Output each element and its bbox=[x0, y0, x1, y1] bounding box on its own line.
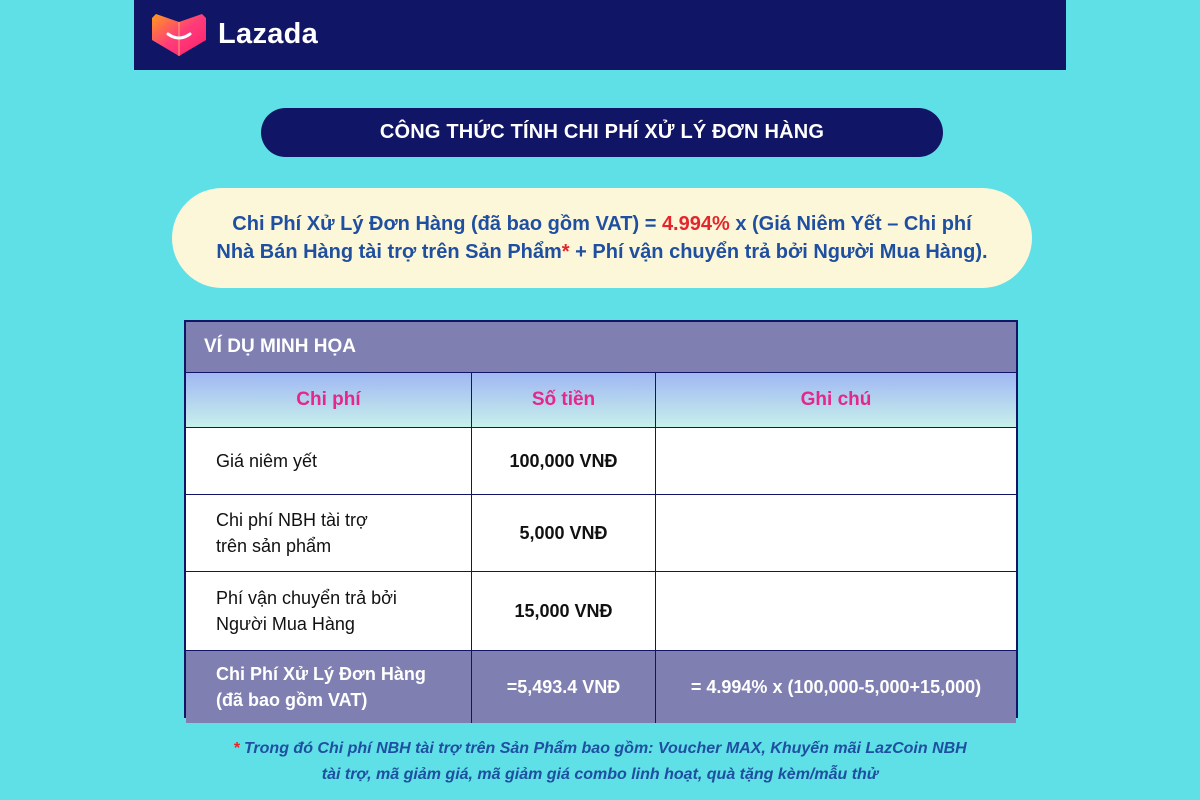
formula-text: Nhà Bán Hàng tài trợ trên Sản Phẩm bbox=[216, 241, 562, 263]
column-header-amount: Số tiền bbox=[472, 373, 656, 427]
table-row bbox=[186, 495, 1016, 572]
column-header-note: Ghi chú bbox=[800, 389, 872, 410]
cost-label-line: trên sản phẩm bbox=[216, 536, 332, 556]
formula-line-1 bbox=[232, 210, 971, 238]
lazada-logo-icon bbox=[150, 10, 208, 58]
table-title: VÍ DỤ MINH HỌA bbox=[186, 322, 1016, 373]
note-cell bbox=[656, 428, 1016, 494]
formula-text: x (Giá Niêm Yết – Chi phí bbox=[729, 213, 972, 235]
cost-label-line: Người Mua Hàng bbox=[216, 614, 355, 634]
note-cell bbox=[656, 572, 1016, 650]
table-row bbox=[186, 572, 1016, 651]
table-total-row bbox=[186, 651, 1016, 723]
cost-label-line: (đã bao gồm VAT) bbox=[216, 690, 368, 710]
cost-label bbox=[186, 651, 472, 723]
cost-label-line: Chi phí NBH tài trợ bbox=[216, 510, 368, 530]
cost-label bbox=[186, 572, 472, 650]
column-header-cost: Chi phí bbox=[186, 373, 472, 427]
cost-label bbox=[186, 428, 472, 494]
formula-line-2 bbox=[216, 238, 987, 266]
brand-logo[interactable] bbox=[150, 12, 318, 56]
top-bar bbox=[134, 0, 1066, 70]
formula-asterisk: * bbox=[561, 241, 570, 263]
amount-cell: =5,493.4 VNĐ bbox=[472, 651, 656, 723]
table-header-row bbox=[186, 373, 1016, 428]
cost-label-line: Giá niêm yết bbox=[216, 451, 318, 471]
footnote-line-2: tài trợ, mã giảm giá, mã giảm giá combo linh hoạt, quà tặng kèm/mẫu thử bbox=[321, 766, 879, 783]
formula-text: + Phí vận chuyển trả bởi Người Mua Hàng). bbox=[569, 241, 988, 263]
cost-label bbox=[186, 495, 472, 571]
amount-cell: 100,000 VNĐ bbox=[472, 428, 656, 494]
footnote bbox=[150, 736, 1050, 788]
note-cell: = 4.994% x (100,000-5,000+15,000) bbox=[690, 676, 982, 697]
example-table bbox=[184, 320, 1018, 718]
cost-label-line: Phí vận chuyển trả bởi bbox=[216, 588, 397, 608]
table-row bbox=[186, 428, 1016, 495]
formula-rate: 4.994% bbox=[661, 213, 730, 235]
page-title: CÔNG THỨC TÍNH CHI PHÍ XỬ LÝ ĐƠN HÀNG bbox=[261, 108, 943, 157]
footnote-text: Trong đó Chi phí NBH tài trợ trên Sản Phẩm bao gồm: Voucher MAX, Khuyến mãi LazCoin NBH bbox=[239, 740, 967, 757]
formula-text: Chi Phí Xử Lý Đơn Hàng (đã bao gồm VAT) = bbox=[232, 213, 662, 235]
note-cell bbox=[656, 495, 1016, 571]
amount-cell: 5,000 VNĐ bbox=[472, 495, 656, 571]
brand-name: Lazada bbox=[218, 17, 319, 50]
footnote-asterisk: * bbox=[233, 740, 240, 757]
amount-cell: 15,000 VNĐ bbox=[472, 572, 656, 650]
formula-box bbox=[172, 188, 1032, 288]
cost-label-line: Chi Phí Xử Lý Đơn Hàng bbox=[216, 664, 426, 684]
footnote-line-1 bbox=[150, 736, 1050, 762]
